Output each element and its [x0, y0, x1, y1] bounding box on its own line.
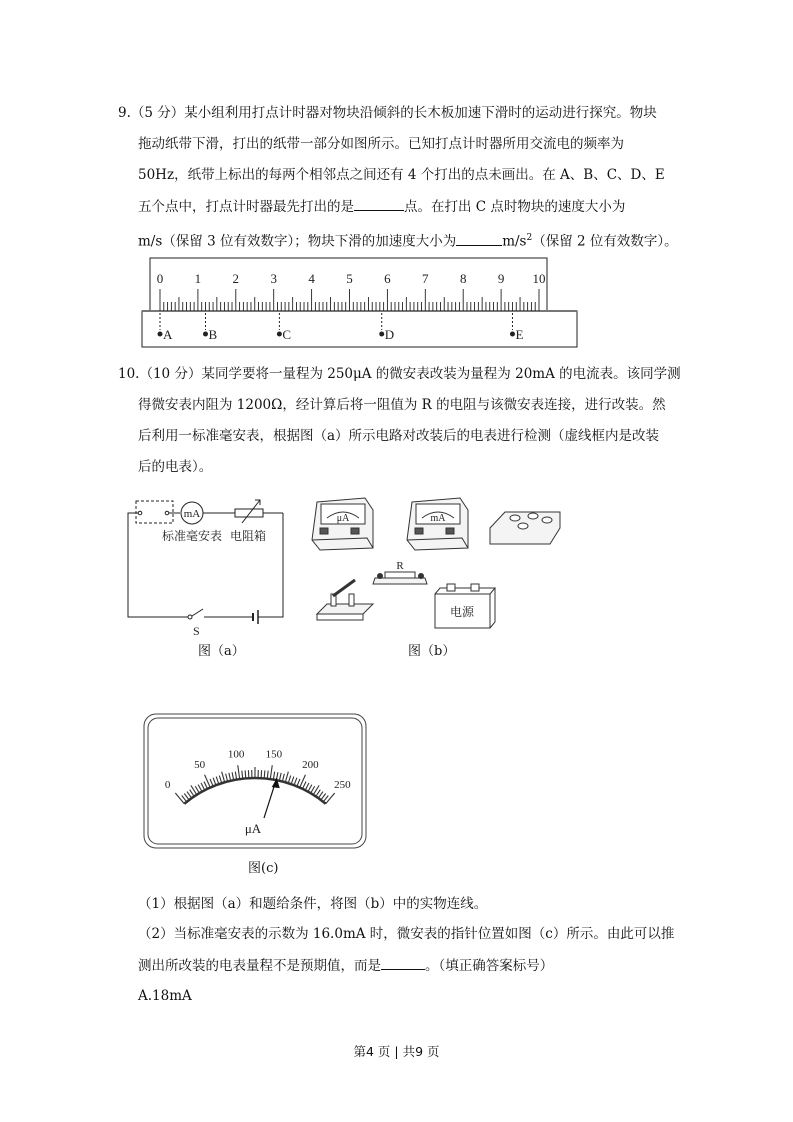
- q10-text: 测出所改装的电表量程不是预期值，而是: [138, 958, 381, 974]
- q10-line-4: 后的电表）。: [138, 459, 213, 475]
- option-a: A.18mA: [138, 988, 192, 1004]
- switch-device: [317, 580, 373, 620]
- ruler-label: 10: [532, 271, 546, 286]
- standard-ma-meter-label: 标准毫安表: [162, 529, 223, 543]
- ruler-label: 8: [459, 271, 467, 286]
- dial-tick-label: 100: [227, 748, 245, 761]
- q10-line-3: 后利用一标准毫安表，根据图（a）所示电路对改装后的电表进行检测（虚线框内是改装: [138, 428, 660, 444]
- sub-question-1: （1）根据图（a）和题给条件，将图（b）中的实物连线。: [138, 896, 488, 912]
- switch-label: S: [193, 624, 200, 638]
- resistor-label: R: [396, 560, 404, 572]
- tape-dot: [277, 332, 282, 337]
- paper-tape: [142, 311, 577, 347]
- power-source-device: [435, 584, 495, 628]
- figure-b-caption: 图（b）: [408, 644, 456, 659]
- ruler-label: 3: [270, 271, 277, 286]
- dial-tick-label: 200: [302, 758, 319, 771]
- ruler-label: 1: [194, 271, 202, 286]
- dial-tick-label: 250: [334, 778, 351, 791]
- sub-question-2-line-2: [138, 956, 553, 975]
- power-source-label: 电源: [449, 605, 475, 619]
- q9-text: 五个点中，打点计时器最先打出的是: [138, 199, 354, 215]
- microammeter-device: [312, 498, 373, 550]
- dial-tick-label: 0: [164, 778, 171, 791]
- ruler-label: 0: [156, 271, 164, 286]
- tape-point-label: C: [282, 327, 292, 342]
- q9-line-2: 拖动纸带下滑，打出的纸带一部分如图所示。已知打点计时器所用交流电的频率为: [138, 136, 624, 152]
- q9-text: m/s（保留 3 位有效数字）；物块下滑的加速度大小为: [138, 233, 457, 250]
- tape-dot: [158, 332, 163, 337]
- answer-blank[interactable]: [381, 956, 425, 970]
- q9-text: （保留 2 位有效数字）。: [532, 233, 678, 250]
- dial-tick-label: 50: [194, 758, 206, 771]
- tape-point-label: D: [384, 327, 395, 342]
- figure-c-caption: 图(c): [248, 861, 279, 876]
- unit-exponent: 2: [526, 233, 533, 243]
- tape-dot: [203, 332, 208, 337]
- ruler-label: 4: [308, 271, 315, 286]
- ma-meter-label: mA: [183, 508, 201, 520]
- ruler-tape-figure: [0, 0, 793, 360]
- tape-dot: [379, 332, 384, 337]
- resistance-box-label: 电阻箱: [230, 529, 267, 543]
- resistance-box-device: [490, 512, 560, 544]
- apparatus-figure-b: [305, 490, 565, 640]
- microammeter-label: μA: [336, 513, 350, 524]
- ruler-label: 7: [422, 271, 429, 286]
- q9-line-1: 9.（5 分）某小组利用打点计时器对物块沿倾斜的长木板加速下滑时的运动进行探究。物块: [118, 105, 657, 121]
- tape-point-label: E: [515, 327, 524, 342]
- ruler-label: 6: [384, 271, 391, 286]
- ruler-label: 5: [346, 271, 353, 286]
- ruler-label: 9: [497, 271, 505, 286]
- q10-line-2: 得微安表内阻为 1200Ω，经计算后将一阻值为 R 的电阻与该微安表连接，进行改装。然: [138, 397, 666, 413]
- microammeter-dial-figure-c: [143, 713, 367, 849]
- dial-tick-label: 150: [265, 748, 283, 761]
- circuit-diagram-a: [120, 490, 300, 640]
- figure-a-caption: 图（a）: [198, 644, 245, 659]
- q10-line-1: 10.（10 分）某同学要将一量程为 250μA 的微安表改装为量程为 20mA 的电流表。该同学测: [118, 366, 681, 382]
- resistor-device: [373, 560, 427, 584]
- milliammeter-label: mA: [430, 513, 446, 524]
- page-footer: 第4 页 | 共9 页: [353, 1044, 440, 1059]
- tape-point-label: B: [208, 327, 218, 342]
- q9-line-3: 50Hz，纸带上标出的每两个相邻点之间还有 4 个打出的点未画出。在 A、B、C、D、E: [138, 167, 665, 183]
- tape-dot: [510, 332, 515, 337]
- q9-text: 点。在打出 C 点时物块的速度大小为: [404, 199, 626, 215]
- sub-question-2-line-1: （2）当标准毫安表的示数为 16.0mA 时，微安表的指针位置如图（c）所示。由此可以推: [138, 926, 675, 942]
- unit: m/s: [502, 233, 527, 250]
- q10-text: 。（填正确答案标号）: [425, 958, 554, 974]
- ruler-label: 2: [232, 271, 240, 286]
- dial-unit-label: μA: [244, 821, 262, 836]
- milliammeter-device: [407, 498, 468, 550]
- tape-point-label: A: [163, 327, 173, 342]
